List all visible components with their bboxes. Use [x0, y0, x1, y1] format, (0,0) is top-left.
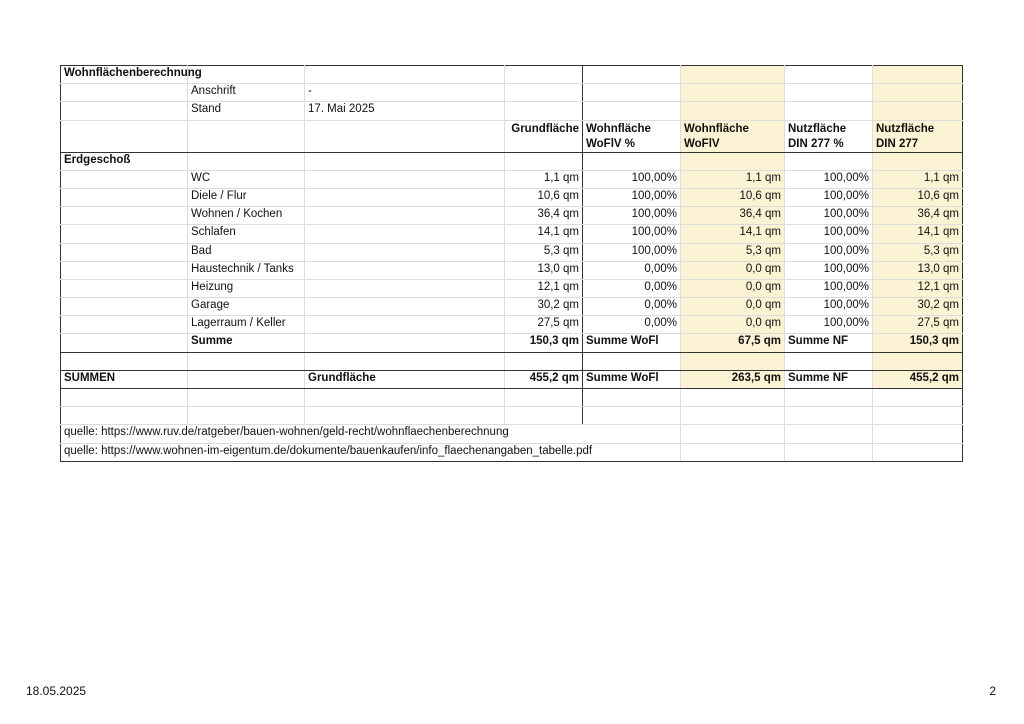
room-name[interactable]: Diele / Flur [188, 188, 305, 206]
room-name[interactable]: Wohnen / Kochen [188, 207, 305, 225]
table-row [61, 316, 963, 334]
header-row [61, 120, 963, 152]
subtotal-wofl[interactable]: 67,5 qm [681, 334, 785, 352]
room-name[interactable]: Bad [188, 243, 305, 261]
subtotal-label[interactable]: Summe [188, 334, 305, 352]
room-wofiv[interactable]: 36,4 qm [681, 207, 785, 225]
room-din-pct[interactable]: 100,00% [785, 298, 873, 316]
room-wofiv-pct[interactable]: 0,00% [583, 316, 681, 334]
address-value[interactable]: - [305, 84, 505, 102]
room-wofiv[interactable]: 5,3 qm [681, 243, 785, 261]
subtotal-area[interactable]: 150,3 qm [505, 334, 583, 352]
totals-wofl[interactable]: 263,5 qm [681, 370, 785, 388]
table-row [61, 188, 963, 206]
subtotal-wofl-label[interactable]: Summe WoFl [583, 334, 681, 352]
address-row [61, 84, 963, 102]
room-din[interactable]: 36,4 qm [873, 207, 963, 225]
source-link[interactable]: quelle: https://www.ruv.de/ratgeber/bauen-wohnen/geld-recht/wohnflaechenberechnung [61, 425, 681, 443]
header-wofiv-pct[interactable]: Wohnfläche WoFlV % [583, 120, 681, 152]
room-name[interactable]: Haustechnik / Tanks [188, 261, 305, 279]
room-wofiv[interactable]: 1,1 qm [681, 170, 785, 188]
room-name[interactable]: Lagerraum / Keller [188, 316, 305, 334]
stand-label[interactable]: Stand [188, 102, 305, 120]
room-din[interactable]: 13,0 qm [873, 261, 963, 279]
subtotal-row [61, 334, 963, 352]
room-area[interactable]: 27,5 qm [505, 316, 583, 334]
room-wofiv-pct[interactable]: 100,00% [583, 188, 681, 206]
source-link[interactable]: quelle: https://www.wohnen-im-eigentum.de/dokumente/bauenkaufen/info_flaechenangaben_tabelle.pdf [61, 443, 681, 461]
room-din-pct[interactable]: 100,00% [785, 261, 873, 279]
room-area[interactable]: 1,1 qm [505, 170, 583, 188]
room-din[interactable]: 10,6 qm [873, 188, 963, 206]
room-wofiv-pct[interactable]: 100,00% [583, 207, 681, 225]
header-grundflaeche[interactable]: Grundfläche [505, 120, 583, 152]
room-din[interactable]: 5,3 qm [873, 243, 963, 261]
totals-area-label[interactable]: Grundfläche [305, 370, 505, 388]
section-label[interactable]: Erdgeschoß [61, 152, 188, 170]
room-area[interactable]: 30,2 qm [505, 298, 583, 316]
header-din[interactable]: Nutzfläche DIN 277 [873, 120, 963, 152]
page-number: 2 [989, 684, 996, 698]
totals-area[interactable]: 455,2 qm [505, 370, 583, 388]
print-date: 18.05.2025 [26, 684, 87, 698]
room-name[interactable]: Heizung [188, 279, 305, 297]
room-wofiv-pct[interactable]: 0,00% [583, 298, 681, 316]
room-area[interactable]: 5,3 qm [505, 243, 583, 261]
room-area[interactable]: 10,6 qm [505, 188, 583, 206]
room-din[interactable]: 12,1 qm [873, 279, 963, 297]
room-din-pct[interactable]: 100,00% [785, 316, 873, 334]
empty-row [61, 352, 963, 370]
source-row [61, 443, 963, 461]
room-din-pct[interactable]: 100,00% [785, 243, 873, 261]
section-row [61, 152, 963, 170]
table-row [61, 225, 963, 243]
source-row [61, 425, 963, 443]
room-name[interactable]: Schlafen [188, 225, 305, 243]
subtotal-nf-label[interactable]: Summe NF [785, 334, 873, 352]
room-name[interactable]: Garage [188, 298, 305, 316]
table-row [61, 243, 963, 261]
room-din-pct[interactable]: 100,00% [785, 279, 873, 297]
title-row [61, 66, 963, 84]
empty-row [61, 407, 963, 425]
totals-wofl-label[interactable]: Summe WoFl [583, 370, 681, 388]
room-wofiv[interactable]: 0,0 qm [681, 316, 785, 334]
header-din-pct[interactable]: Nutzfläche DIN 277 % [785, 120, 873, 152]
room-din-pct[interactable]: 100,00% [785, 170, 873, 188]
stand-row [61, 102, 963, 120]
totals-row [61, 370, 963, 388]
room-area[interactable]: 36,4 qm [505, 207, 583, 225]
totals-label[interactable]: SUMMEN [61, 370, 188, 388]
room-din-pct[interactable]: 100,00% [785, 207, 873, 225]
room-din-pct[interactable]: 100,00% [785, 225, 873, 243]
room-wofiv[interactable]: 0,0 qm [681, 298, 785, 316]
room-wofiv-pct[interactable]: 0,00% [583, 279, 681, 297]
room-wofiv-pct[interactable]: 0,00% [583, 261, 681, 279]
room-area[interactable]: 13,0 qm [505, 261, 583, 279]
totals-nf-label[interactable]: Summe NF [785, 370, 873, 388]
subtotal-nf[interactable]: 150,3 qm [873, 334, 963, 352]
room-din-pct[interactable]: 100,00% [785, 188, 873, 206]
room-area[interactable]: 14,1 qm [505, 225, 583, 243]
room-name[interactable]: WC [188, 170, 305, 188]
room-din[interactable]: 30,2 qm [873, 298, 963, 316]
room-wofiv[interactable]: 0,0 qm [681, 261, 785, 279]
room-din[interactable]: 27,5 qm [873, 316, 963, 334]
table-row [61, 261, 963, 279]
room-wofiv-pct[interactable]: 100,00% [583, 170, 681, 188]
room-area[interactable]: 12,1 qm [505, 279, 583, 297]
room-wofiv[interactable]: 0,0 qm [681, 279, 785, 297]
totals-nf[interactable]: 455,2 qm [873, 370, 963, 388]
sheet-title[interactable]: Wohnflächenberechnung [61, 66, 188, 84]
room-wofiv[interactable]: 14,1 qm [681, 225, 785, 243]
table-row [61, 279, 963, 297]
table-row [61, 298, 963, 316]
room-wofiv-pct[interactable]: 100,00% [583, 243, 681, 261]
room-wofiv-pct[interactable]: 100,00% [583, 225, 681, 243]
table-row [61, 207, 963, 225]
room-din[interactable]: 1,1 qm [873, 170, 963, 188]
room-din[interactable]: 14,1 qm [873, 225, 963, 243]
room-wofiv[interactable]: 10,6 qm [681, 188, 785, 206]
area-calculation-table [60, 65, 963, 462]
address-label[interactable]: Anschrift [188, 84, 305, 102]
empty-row [61, 389, 963, 407]
table-row [61, 170, 963, 188]
stand-value[interactable]: 17. Mai 2025 [305, 102, 505, 120]
header-wofiv[interactable]: Wohnfläche WoFlV [681, 120, 785, 152]
